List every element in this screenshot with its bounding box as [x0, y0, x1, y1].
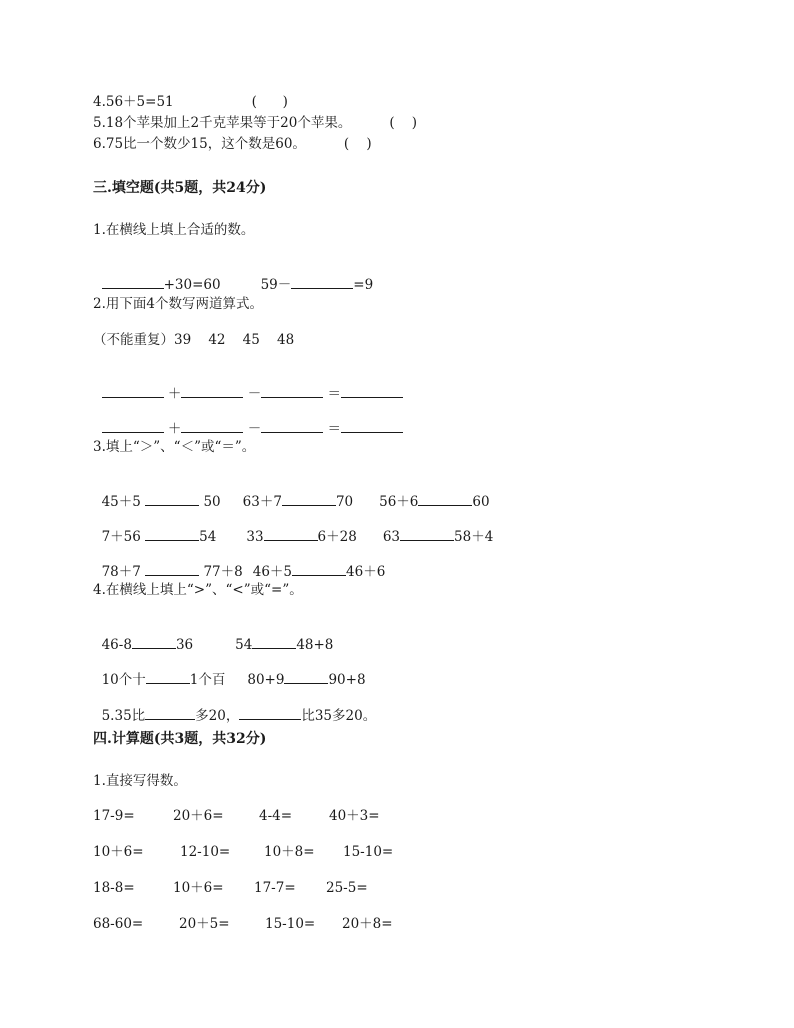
answer-blank[interactable]: [400, 528, 454, 541]
answer-blank[interactable]: [261, 385, 323, 398]
calc-row: [93, 843, 413, 861]
q3-2-numbers: （不能重复）39 42 45 48: [93, 332, 295, 348]
calc-item: 10＋8=: [264, 844, 315, 860]
calc-item: 68-60=: [93, 916, 144, 932]
q3-4-row: 10个十 1个百 80+9 90+8: [101, 672, 366, 688]
answer-blank[interactable]: [341, 385, 403, 398]
answer-blank[interactable]: [132, 636, 176, 649]
calc-item: 15-10=: [265, 916, 316, 932]
section-3-title: 三.填空题(共5题，共24分): [93, 180, 267, 196]
judge-item-4: 4.56＋5=51 ( ): [93, 94, 288, 110]
q3-4-prompt: 4.在横线上填上“>”、“<”或“=”。: [93, 582, 303, 598]
answer-blank[interactable]: [252, 636, 296, 649]
answer-paren[interactable]: ( ): [343, 136, 372, 152]
calc-item: 17-9=: [93, 808, 135, 824]
answer-blank[interactable]: [146, 671, 190, 684]
calc-item: 20＋8=: [342, 916, 393, 932]
q3-1-prompt: 1.在横线上填上合适的数。: [93, 222, 255, 238]
answer-blank[interactable]: [292, 563, 346, 576]
calc-item: 40＋3=: [329, 808, 380, 824]
calc-item: 15-10=: [343, 844, 394, 860]
calc-item: 10＋6=: [173, 880, 224, 896]
answer-blank[interactable]: [145, 493, 199, 506]
calc-item: 10＋6=: [93, 844, 144, 860]
q3-2-equation-row: ＋ － ＝: [93, 367, 403, 403]
q3-5: 5.35比 多20， 比35多20。: [101, 708, 377, 724]
q3-1-expressions: +30=60 59－ =9: [93, 258, 373, 294]
calc-item: 12-10=: [180, 844, 231, 860]
q3-3-row: 45＋5 50 63＋7 70 56＋6 60: [101, 494, 490, 510]
calc-item: 25-5=: [326, 880, 368, 896]
answer-blank[interactable]: [284, 671, 328, 684]
answer-paren[interactable]: ( ): [389, 115, 418, 131]
judge-item-5: 5.18个苹果加上2千克苹果等于20个苹果。 ( ): [93, 115, 418, 131]
answer-blank[interactable]: [341, 420, 403, 433]
calc-item: 20＋6=: [173, 808, 224, 824]
answer-blank[interactable]: [102, 385, 164, 398]
judge-item-6: 6.75比一个数少15，这个数是60。 ( ): [93, 136, 372, 152]
q3-3-row: 7＋56 54 33 6＋28 63 58＋4: [101, 529, 494, 545]
q3-3-row: 78＋7 77＋8 46＋5 46＋6: [101, 564, 386, 580]
answer-blank[interactable]: [264, 528, 318, 541]
answer-blank[interactable]: [261, 420, 323, 433]
q3-3-prompt: 3.填上“＞”、“＜”或“＝”。: [93, 439, 256, 455]
q3-2-prompt: 2.用下面4个数写两道算式。: [93, 296, 263, 312]
answer-blank[interactable]: [181, 420, 243, 433]
q4-1-prompt: 1.直接写得数。: [93, 773, 187, 789]
calc-item: 20＋5=: [179, 916, 230, 932]
answer-blank[interactable]: [145, 528, 199, 541]
q3-4-row: 46-8 36 54 48+8: [101, 637, 334, 653]
answer-blank[interactable]: [291, 276, 353, 289]
calc-row: [93, 807, 399, 825]
answer-blank[interactable]: [418, 493, 472, 506]
answer-blank[interactable]: [239, 707, 301, 720]
answer-blank[interactable]: [145, 707, 195, 720]
calc-item: 4-4=: [259, 808, 293, 824]
answer-blank[interactable]: [181, 385, 243, 398]
q3-2-equation-row: ＋ － ＝: [93, 402, 403, 438]
answer-blank[interactable]: [145, 563, 199, 576]
answer-blank[interactable]: [102, 420, 164, 433]
calc-row: [93, 915, 412, 933]
answer-blank[interactable]: [282, 493, 336, 506]
section-4-title: 四.计算题(共3题，共32分): [93, 731, 267, 747]
calc-item: 17-7=: [254, 880, 296, 896]
calc-row: [93, 879, 396, 897]
calc-item: 18-8=: [93, 880, 135, 896]
answer-paren[interactable]: ( ): [251, 94, 288, 110]
answer-blank[interactable]: [102, 276, 164, 289]
